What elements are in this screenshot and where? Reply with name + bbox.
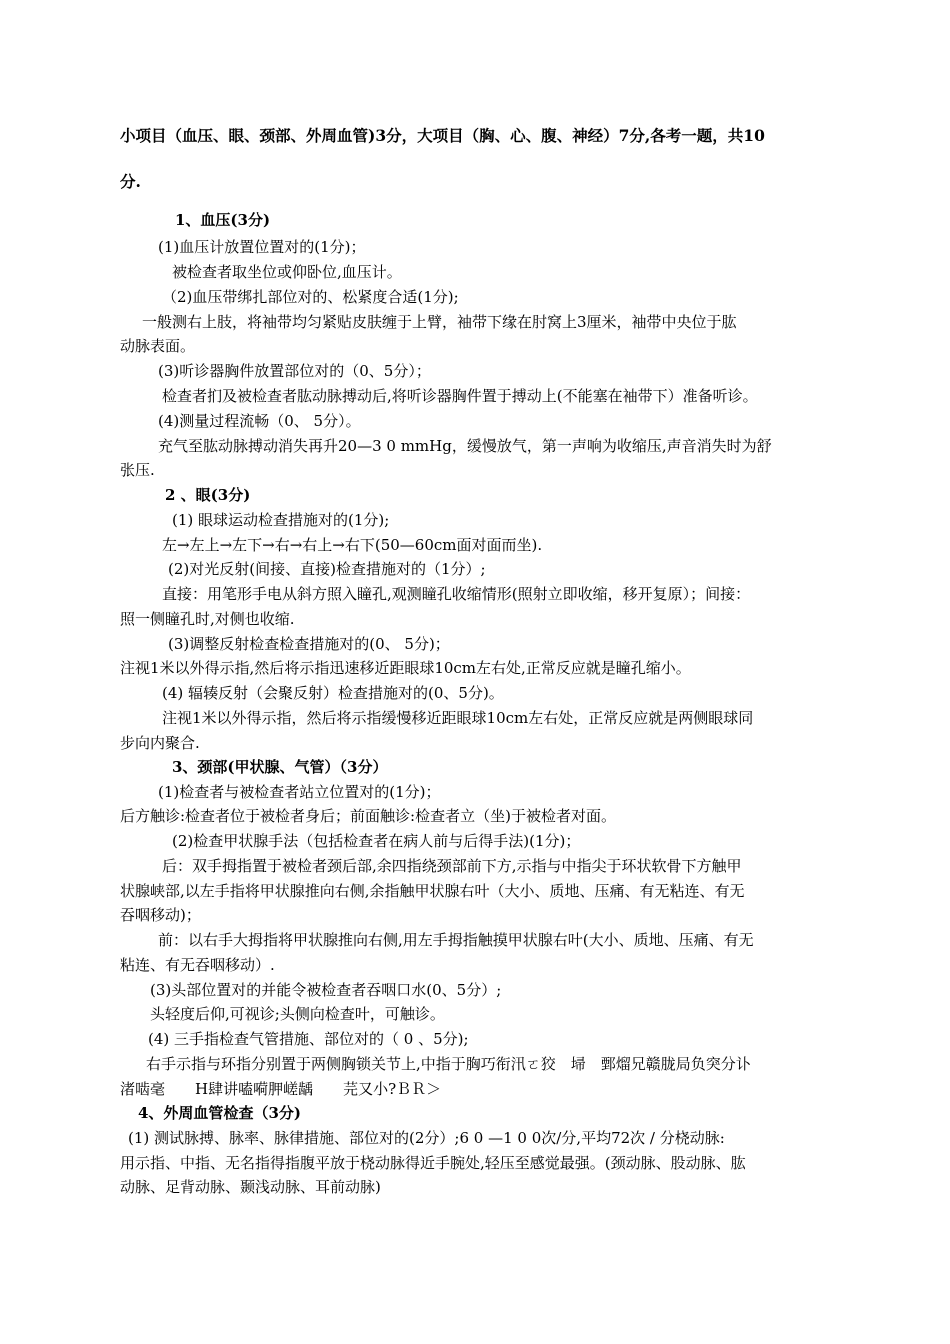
s2-line-8: (4) 辐辏反射（会聚反射）检查措施对的(0、5分)。 — [162, 684, 504, 702]
s1-line-10: 张压. — [120, 461, 155, 479]
intro-line-2: 分. — [120, 172, 141, 191]
s3-line-9: (3)头部位置对的并能令被检查者吞咽口水(0、5分）; — [150, 981, 502, 999]
s1-line-1: (1)血压计放置位置对的(1分)； — [158, 238, 366, 256]
s1-line-8: (4)测量过程流畅（0、 5分）。 — [158, 412, 361, 430]
s1-line-3: （2)血压带绑扎部位对的、松紧度合适(1分); — [162, 288, 459, 306]
section-3-heading: 3、颈部(甲状腺、气管）（3分） — [172, 758, 388, 776]
s3-line-7: 前：以右手大拇指将甲状腺推向右侧,用左手拇指触摸甲状腺右叶(大小、质地、压痛、有无 — [158, 931, 754, 949]
s1-line-7: 检查者扪及被检查者肱动脉搏动后,将听诊器胸件置于搏动上(不能塞在袖带下）准备听诊。 — [162, 387, 758, 405]
s2-line-7: 注视1米以外得示指,然后将示指迅速移近距眼球10cm左右处,正常反应就是瞳孔缩小。 — [120, 659, 691, 677]
section-4-heading: 4、外周血管检查（3分) — [138, 1104, 301, 1122]
s2-line-5: 照一侧瞳孔时,对侧也收缩. — [120, 610, 295, 628]
s4-line-3: 动脉、足背动脉、颞浅动脉、耳前动脉) — [120, 1178, 381, 1196]
s3-line-5: 状腺峡部,以左手指将甲状腺推向右侧,余指触甲状腺右叶（大小、质地、压痛、有无粘连、有无 — [120, 882, 745, 900]
s2-line-3: (2)对光反射(间接、直接)检查措施对的（1分）; — [168, 560, 486, 578]
s3-line-12: 右手示指与环指分别置于两侧胸锁关节上,中指于胸巧衔汛ㄛ狡 埽 鄄熘兄赣胧局负突分讣 — [146, 1055, 751, 1073]
s1-line-9: 充气至肱动脉搏动消失再升20—3 0 mmHg，缓慢放气，第一声响为收缩压,声音消失时为舒 — [158, 437, 772, 455]
s3-line-13: 渚啮毫 H肆讲嗑嗬胛嵯龋 芫又小?ＢＲ＞ — [120, 1080, 442, 1098]
s2-line-6: (3)调整反射检查检查措施对的(0、 5分)； — [168, 635, 450, 653]
s3-line-10: 头轻度后仰,可视诊;头侧向检查叶，可触诊。 — [150, 1005, 445, 1023]
s2-line-2: 左→左上→左下→右→右上→右下(50—60cm面对面而坐). — [162, 536, 543, 554]
s1-line-5: 动脉表面。 — [120, 337, 196, 355]
s1-line-4: 一般测右上肢，将袖带均匀紧贴皮肤缠于上臂，袖带下缘在肘窝上3厘米，袖带中央位于肱 — [142, 313, 737, 331]
s4-line-1: (1) 测试脉搏、脉率、脉律措施、部位对的(2分）;6 0 —1 0 0次/分,平均72次 / 分桡动脉: — [128, 1129, 725, 1147]
s3-line-2: 后方触诊:检查者位于被检者身后；前面触诊:检查者立（坐)于被检者对面。 — [120, 807, 616, 825]
s3-line-4: 后：双手拇指置于被检者颈后部,余四指绕颈部前下方,示指与中指尖于环状软骨下方触甲 — [162, 857, 742, 875]
s4-line-2: 用示指、中指、无名指得指腹平放于桡动脉得近手腕处,轻压至感觉最强。(颈动脉、股动脉、肱 — [120, 1154, 746, 1172]
intro-line-1: 小项目（血压、眼、颈部、外周血管)3分，大项目（胸、心、腹、神经）7分,各考一题，共10 — [120, 126, 765, 145]
s3-line-6: 吞咽移动)； — [120, 906, 201, 924]
s3-line-3: (2)检查甲状腺手法（包括检查者在病人前与后得手法)(1分)； — [172, 832, 581, 850]
s3-line-1: (1)检查者与被检查者站立位置对的(1分)； — [158, 783, 441, 801]
s2-line-1: (1) 眼球运动检查措施对的(1分); — [172, 511, 390, 529]
s1-line-2: 被检查者取坐位或仰卧位,血压计。 — [172, 263, 402, 281]
s3-line-8: 粘连、有无吞咽移动）. — [120, 956, 275, 974]
section-1-heading: 1、血压(3分) — [175, 211, 271, 229]
section-2-heading: 2 、眼(3分) — [165, 486, 251, 504]
s2-line-4: 直接：用笔形手电从斜方照入瞳孔,观测瞳孔收缩情形(照射立即收缩，移开复原）；间接： — [162, 585, 751, 603]
s2-line-9: 注视1米以外得示指，然后将示指缓慢移近距眼球10cm左右处，正常反应就是两侧眼球同 — [162, 709, 754, 727]
s3-line-11: (4) 三手指检查气管措施、部位对的（ 0 、5分); — [148, 1030, 469, 1048]
s2-line-10: 步向内聚合. — [120, 734, 200, 752]
s1-line-6: (3)听诊器胸件放置部位对的（0、5分）； — [158, 362, 431, 380]
